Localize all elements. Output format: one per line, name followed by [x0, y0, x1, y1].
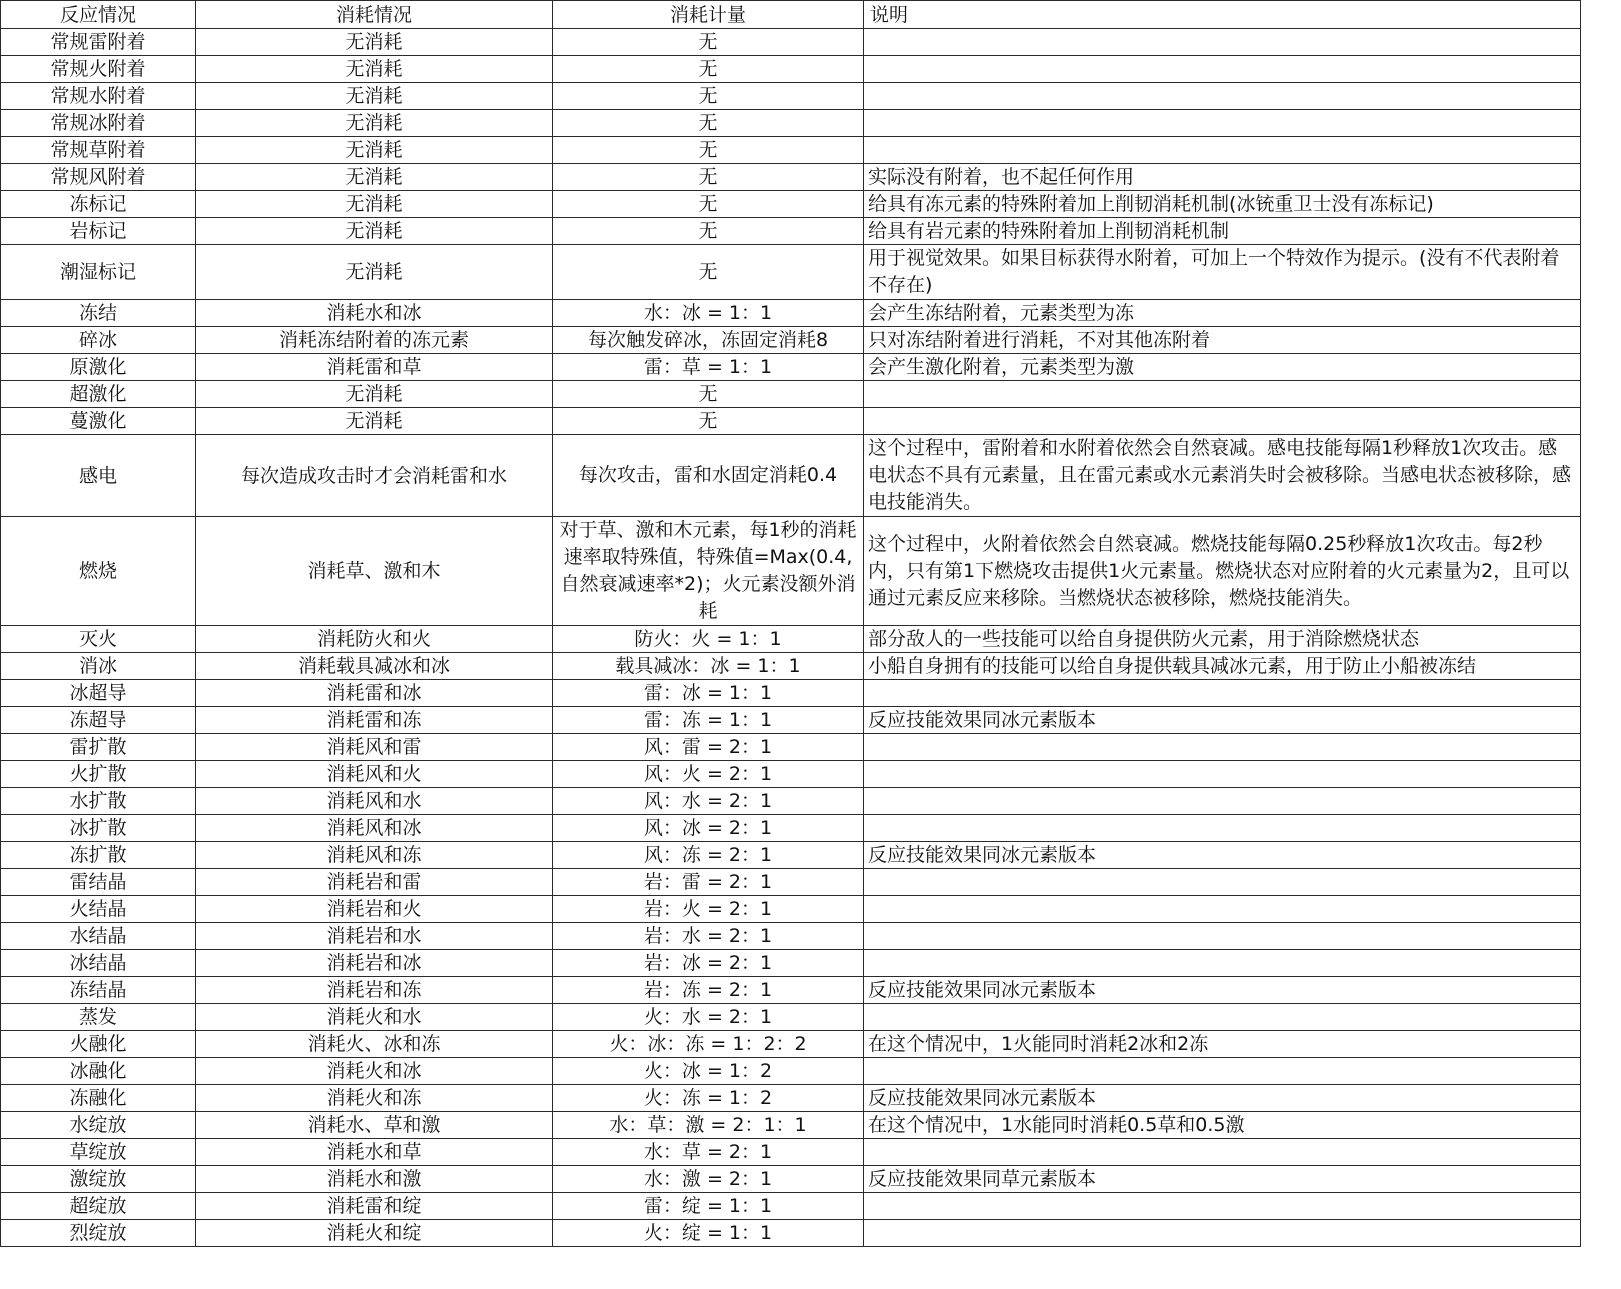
- table-row: [1, 653, 1581, 680]
- note-cell[interactable]: [864, 734, 1581, 761]
- table-row: [1, 842, 1581, 869]
- note-cell[interactable]: 给具有冻元素的特殊附着加上削韧消耗机制(冰铳重卫士没有冻标记): [864, 191, 1581, 218]
- ratio-cell[interactable]: 水：草：激 = 2：1：1: [553, 1112, 864, 1139]
- reaction-cell[interactable]: 常规风附着: [1, 164, 196, 191]
- note-cell[interactable]: [864, 788, 1581, 815]
- ratio-cell[interactable]: 无: [553, 56, 864, 83]
- reaction-cell[interactable]: 烈绽放: [1, 1220, 196, 1247]
- note-cell[interactable]: 这个过程中，火附着依然会自然衰减。燃烧技能每隔0.25秒释放1次攻击。每2秒内，只有第1下燃烧攻击提供1火元素量。燃烧状态对应附着的火元素量为2，且可以通过元素反应来移除。当燃烧状态被移除，燃烧技能消失。: [864, 517, 1581, 626]
- reaction-cell[interactable]: 岩标记: [1, 218, 196, 245]
- reaction-cell[interactable]: 常规冰附着: [1, 110, 196, 137]
- consumption-cell[interactable]: 消耗水和冰: [196, 300, 553, 327]
- consumption-cell[interactable]: 消耗风和冰: [196, 815, 553, 842]
- note-cell[interactable]: 小船自身拥有的技能可以给自身提供载具减冰元素，用于防止小船被冻结: [864, 653, 1581, 680]
- ratio-cell[interactable]: 水：激 = 2：1: [553, 1166, 864, 1193]
- reaction-cell[interactable]: 冻结: [1, 300, 196, 327]
- note-cell[interactable]: 反应技能效果同冰元素版本: [864, 842, 1581, 869]
- reaction-cell[interactable]: 火融化: [1, 1031, 196, 1058]
- table-row: [1, 245, 1581, 300]
- table-row: [1, 896, 1581, 923]
- ratio-cell[interactable]: 雷：绽 = 1：1: [553, 1193, 864, 1220]
- ratio-cell[interactable]: 无: [553, 29, 864, 56]
- note-cell[interactable]: 只对冻结附着进行消耗，不对其他冻附着: [864, 327, 1581, 354]
- ratio-cell[interactable]: 无: [553, 408, 864, 435]
- table-row: [1, 435, 1581, 517]
- ratio-cell[interactable]: 无: [553, 164, 864, 191]
- table-row: [1, 327, 1581, 354]
- ratio-cell[interactable]: 风：冻 = 2：1: [553, 842, 864, 869]
- reaction-cell[interactable]: 超绽放: [1, 1193, 196, 1220]
- ratio-cell[interactable]: 火：冰：冻 = 1：2：2: [553, 1031, 864, 1058]
- note-cell[interactable]: [864, 56, 1581, 83]
- consumption-cell[interactable]: 无消耗: [196, 191, 553, 218]
- table-row: [1, 191, 1581, 218]
- ratio-cell[interactable]: 岩：水 = 2：1: [553, 923, 864, 950]
- note-cell[interactable]: 反应技能效果同冰元素版本: [864, 977, 1581, 1004]
- header-row: [1, 1, 1581, 29]
- header-note[interactable]: 说明: [864, 1, 1581, 29]
- note-cell[interactable]: [864, 408, 1581, 435]
- table-row: [1, 869, 1581, 896]
- note-cell[interactable]: [864, 110, 1581, 137]
- note-cell[interactable]: 这个过程中，雷附着和水附着依然会自然衰减。感电技能每隔1秒释放1次攻击。感电状态不具有元素量，且在雷元素或水元素消失时会被移除。当感电状态被移除，感电技能消失。: [864, 435, 1581, 517]
- table-row: [1, 110, 1581, 137]
- reaction-cell[interactable]: 冻超导: [1, 707, 196, 734]
- reaction-cell[interactable]: 灭火: [1, 626, 196, 653]
- consumption-cell[interactable]: 消耗水和激: [196, 1166, 553, 1193]
- ratio-cell[interactable]: 每次攻击，雷和水固定消耗0.4: [553, 435, 864, 517]
- consumption-cell[interactable]: 消耗岩和冻: [196, 977, 553, 1004]
- consumption-cell[interactable]: 消耗草、激和木: [196, 517, 553, 626]
- ratio-cell[interactable]: 风：冰 = 2：1: [553, 815, 864, 842]
- reaction-cell[interactable]: 火结晶: [1, 896, 196, 923]
- consumption-cell[interactable]: 消耗冻结附着的冻元素: [196, 327, 553, 354]
- reaction-cell[interactable]: 冻扩散: [1, 842, 196, 869]
- ratio-cell[interactable]: 岩：火 = 2：1: [553, 896, 864, 923]
- consumption-cell[interactable]: 无消耗: [196, 29, 553, 56]
- reaction-cell[interactable]: 原激化: [1, 354, 196, 381]
- consumption-cell[interactable]: 无消耗: [196, 110, 553, 137]
- note-cell[interactable]: [864, 83, 1581, 110]
- reaction-cell[interactable]: 超激化: [1, 381, 196, 408]
- consumption-cell[interactable]: 消耗雷和冰: [196, 680, 553, 707]
- header-ratio[interactable]: 消耗计量: [553, 1, 864, 29]
- reaction-cell[interactable]: 水绽放: [1, 1112, 196, 1139]
- table-row: [1, 1112, 1581, 1139]
- ratio-cell[interactable]: 风：火 = 2：1: [553, 761, 864, 788]
- table-row: [1, 1139, 1581, 1166]
- table-row: [1, 408, 1581, 435]
- reaction-cell[interactable]: 冻结晶: [1, 977, 196, 1004]
- ratio-cell[interactable]: 载具减冰：冰 = 1：1: [553, 653, 864, 680]
- note-cell[interactable]: [864, 1004, 1581, 1031]
- reaction-cell[interactable]: 常规火附着: [1, 56, 196, 83]
- consumption-cell[interactable]: 消耗雷和冻: [196, 707, 553, 734]
- note-cell[interactable]: 反应技能效果同冰元素版本: [864, 707, 1581, 734]
- reaction-cell[interactable]: 冰融化: [1, 1058, 196, 1085]
- ratio-cell[interactable]: 火：冰 = 1：2: [553, 1058, 864, 1085]
- reaction-cell[interactable]: 雷结晶: [1, 869, 196, 896]
- ratio-cell[interactable]: 防火：火 = 1：1: [553, 626, 864, 653]
- reaction-cell[interactable]: 蔓激化: [1, 408, 196, 435]
- reaction-cell[interactable]: 潮湿标记: [1, 245, 196, 300]
- consumption-cell[interactable]: 消耗风和冻: [196, 842, 553, 869]
- table-row: [1, 1166, 1581, 1193]
- note-cell[interactable]: [864, 29, 1581, 56]
- reaction-cell[interactable]: 燃烧: [1, 517, 196, 626]
- table-row: [1, 164, 1581, 191]
- consumption-cell[interactable]: 消耗岩和火: [196, 896, 553, 923]
- table-row: [1, 83, 1581, 110]
- reaction-cell[interactable]: 碎冰: [1, 327, 196, 354]
- consumption-cell[interactable]: 消耗风和雷: [196, 734, 553, 761]
- reaction-cell[interactable]: 水结晶: [1, 923, 196, 950]
- note-cell[interactable]: [864, 869, 1581, 896]
- table-row: [1, 1193, 1581, 1220]
- ratio-cell[interactable]: 岩：冻 = 2：1: [553, 977, 864, 1004]
- ratio-cell[interactable]: 无: [553, 137, 864, 164]
- ratio-cell[interactable]: 火：冻 = 1：2: [553, 1085, 864, 1112]
- consumption-cell[interactable]: 消耗火和冻: [196, 1085, 553, 1112]
- table-row: [1, 923, 1581, 950]
- consumption-cell[interactable]: 每次造成攻击时才会消耗雷和水: [196, 435, 553, 517]
- note-cell[interactable]: [864, 950, 1581, 977]
- table-row: [1, 734, 1581, 761]
- reaction-cell[interactable]: 草绽放: [1, 1139, 196, 1166]
- note-cell[interactable]: [864, 381, 1581, 408]
- note-cell[interactable]: [864, 1193, 1581, 1220]
- consumption-cell[interactable]: 消耗岩和水: [196, 923, 553, 950]
- table-row: [1, 1004, 1581, 1031]
- note-cell[interactable]: 部分敌人的一些技能可以给自身提供防火元素，用于消除燃烧状态: [864, 626, 1581, 653]
- reaction-cell[interactable]: 冰超导: [1, 680, 196, 707]
- note-cell[interactable]: 在这个情况中，1水能同时消耗0.5草和0.5激: [864, 1112, 1581, 1139]
- table-row: [1, 29, 1581, 56]
- ratio-cell[interactable]: 岩：冰 = 2：1: [553, 950, 864, 977]
- ratio-cell[interactable]: 每次触发碎冰，冻固定消耗8: [553, 327, 864, 354]
- table-row: [1, 381, 1581, 408]
- reaction-cell[interactable]: 冰结晶: [1, 950, 196, 977]
- consumption-cell[interactable]: 消耗水和草: [196, 1139, 553, 1166]
- note-cell[interactable]: [864, 1139, 1581, 1166]
- table-row: [1, 517, 1581, 626]
- reaction-cell[interactable]: 雷扩散: [1, 734, 196, 761]
- consumption-cell[interactable]: 无消耗: [196, 381, 553, 408]
- consumption-cell[interactable]: 无消耗: [196, 245, 553, 300]
- header-consumption[interactable]: 消耗情况: [196, 1, 553, 29]
- table-row: [1, 1085, 1581, 1112]
- table-row: [1, 218, 1581, 245]
- reaction-cell[interactable]: 感电: [1, 435, 196, 517]
- consumption-cell[interactable]: 无消耗: [196, 218, 553, 245]
- table-row: [1, 300, 1581, 327]
- ratio-cell[interactable]: 雷：冰 = 1：1: [553, 680, 864, 707]
- note-cell[interactable]: [864, 1058, 1581, 1085]
- consumption-cell[interactable]: 消耗火、冰和冻: [196, 1031, 553, 1058]
- consumption-cell[interactable]: 消耗载具减冰和冰: [196, 653, 553, 680]
- note-cell[interactable]: 反应技能效果同草元素版本: [864, 1166, 1581, 1193]
- table-row: [1, 761, 1581, 788]
- table-row: [1, 354, 1581, 381]
- ratio-cell[interactable]: 水：冰 = 1：1: [553, 300, 864, 327]
- consumption-cell[interactable]: 消耗岩和冰: [196, 950, 553, 977]
- note-cell[interactable]: 实际没有附着，也不起任何作用: [864, 164, 1581, 191]
- reaction-cell[interactable]: 常规草附着: [1, 137, 196, 164]
- note-cell[interactable]: 会产生冻结附着，元素类型为冻: [864, 300, 1581, 327]
- reaction-cell[interactable]: 消冰: [1, 653, 196, 680]
- ratio-cell[interactable]: 火：绽 = 1：1: [553, 1220, 864, 1247]
- reaction-cell[interactable]: 常规水附着: [1, 83, 196, 110]
- note-cell[interactable]: 在这个情况中，1火能同时消耗2冰和2冻: [864, 1031, 1581, 1058]
- consumption-cell[interactable]: 无消耗: [196, 56, 553, 83]
- table-row: [1, 1058, 1581, 1085]
- header-reaction[interactable]: 反应情况: [1, 1, 196, 29]
- table-row: [1, 626, 1581, 653]
- ratio-cell[interactable]: 雷：草 = 1：1: [553, 354, 864, 381]
- consumption-cell[interactable]: 无消耗: [196, 137, 553, 164]
- ratio-cell[interactable]: 无: [553, 83, 864, 110]
- table-row: [1, 815, 1581, 842]
- note-cell[interactable]: 会产生激化附着，元素类型为激: [864, 354, 1581, 381]
- consumption-cell[interactable]: 消耗火和绽: [196, 1220, 553, 1247]
- consumption-cell[interactable]: 消耗雷和草: [196, 354, 553, 381]
- reaction-cell[interactable]: 蒸发: [1, 1004, 196, 1031]
- ratio-cell[interactable]: 无: [553, 110, 864, 137]
- note-cell[interactable]: [864, 680, 1581, 707]
- table-row: [1, 788, 1581, 815]
- table-row: [1, 137, 1581, 164]
- table-row: [1, 1220, 1581, 1247]
- note-cell[interactable]: [864, 815, 1581, 842]
- consumption-cell[interactable]: 消耗风和火: [196, 761, 553, 788]
- reaction-cell[interactable]: 冻标记: [1, 191, 196, 218]
- reaction-cell[interactable]: 冰扩散: [1, 815, 196, 842]
- reaction-cell[interactable]: 火扩散: [1, 761, 196, 788]
- reaction-cell[interactable]: 冻融化: [1, 1085, 196, 1112]
- consumption-cell[interactable]: 消耗火和水: [196, 1004, 553, 1031]
- note-cell[interactable]: [864, 1220, 1581, 1247]
- table-row: [1, 707, 1581, 734]
- reaction-cell[interactable]: 常规雷附着: [1, 29, 196, 56]
- note-cell[interactable]: 反应技能效果同冰元素版本: [864, 1085, 1581, 1112]
- ratio-cell[interactable]: 雷：冻 = 1：1: [553, 707, 864, 734]
- consumption-cell[interactable]: 消耗岩和雷: [196, 869, 553, 896]
- reaction-cell[interactable]: 激绽放: [1, 1166, 196, 1193]
- consumption-cell[interactable]: 无消耗: [196, 164, 553, 191]
- table-row: [1, 950, 1581, 977]
- consumption-cell[interactable]: 无消耗: [196, 408, 553, 435]
- table-row: [1, 680, 1581, 707]
- ratio-cell[interactable]: 火：水 = 2：1: [553, 1004, 864, 1031]
- consumption-cell[interactable]: 无消耗: [196, 83, 553, 110]
- ratio-cell[interactable]: 无: [553, 218, 864, 245]
- ratio-cell[interactable]: 水：草 = 2：1: [553, 1139, 864, 1166]
- table-row: [1, 56, 1581, 83]
- table-row: [1, 1031, 1581, 1058]
- ratio-cell[interactable]: 无: [553, 381, 864, 408]
- ratio-cell[interactable]: 无: [553, 191, 864, 218]
- table-row: [1, 977, 1581, 1004]
- consumption-cell[interactable]: 消耗水、草和激: [196, 1112, 553, 1139]
- note-cell[interactable]: 用于视觉效果。如果目标获得水附着，可加上一个特效作为提示。(没有不代表附着不存在): [864, 245, 1581, 300]
- consumption-cell[interactable]: 消耗雷和绽: [196, 1193, 553, 1220]
- ratio-cell[interactable]: 无: [553, 245, 864, 300]
- ratio-cell[interactable]: 岩：雷 = 2：1: [553, 869, 864, 896]
- reaction-cell[interactable]: 水扩散: [1, 788, 196, 815]
- consumption-cell[interactable]: 消耗风和水: [196, 788, 553, 815]
- consumption-cell[interactable]: 消耗火和冰: [196, 1058, 553, 1085]
- ratio-cell[interactable]: 风：雷 = 2：1: [553, 734, 864, 761]
- note-cell[interactable]: [864, 761, 1581, 788]
- ratio-cell[interactable]: 对于草、激和木元素，每1秒的消耗速率取特殊值，特殊值=Max(0.4, 自然衰减速率*2)；火元素没额外消耗: [553, 517, 864, 626]
- consumption-cell[interactable]: 消耗防火和火: [196, 626, 553, 653]
- note-cell[interactable]: [864, 923, 1581, 950]
- note-cell[interactable]: [864, 896, 1581, 923]
- note-cell[interactable]: [864, 137, 1581, 164]
- ratio-cell[interactable]: 风：水 = 2：1: [553, 788, 864, 815]
- note-cell[interactable]: 给具有岩元素的特殊附着加上削韧消耗机制: [864, 218, 1581, 245]
